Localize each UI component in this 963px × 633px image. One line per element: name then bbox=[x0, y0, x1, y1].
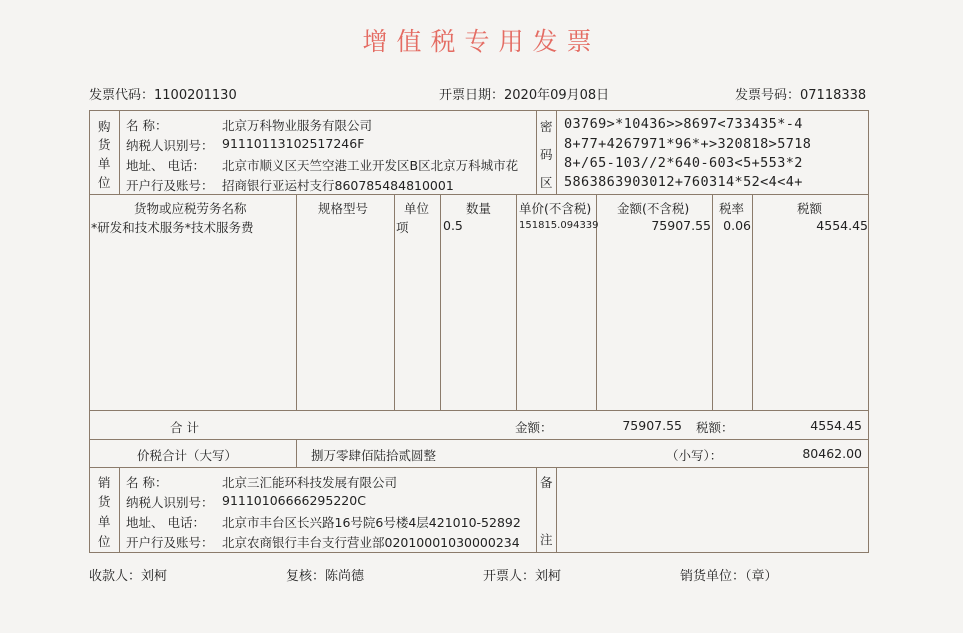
divider bbox=[394, 194, 395, 410]
buyer-side-label-2: 货 bbox=[98, 137, 111, 152]
buyer-side-label-4: 位 bbox=[98, 175, 111, 190]
item-tax: 4554.45 bbox=[816, 218, 868, 233]
grand-total-uppercase: 捌万零肆佰陆拾贰圆整 bbox=[311, 448, 437, 463]
header-qty: 数量 bbox=[466, 201, 492, 216]
header-price: 单价(不含税) bbox=[519, 201, 592, 216]
buyer-side-label-3: 单 bbox=[98, 156, 111, 171]
divider bbox=[119, 110, 120, 194]
remarks-side-label-2: 注 bbox=[540, 532, 553, 547]
header-spec: 规格型号 bbox=[318, 201, 369, 216]
totals-tax-label: 税额： bbox=[696, 420, 734, 435]
buyer-bank-label: 开户行及账号： bbox=[126, 178, 214, 193]
header-amount: 金额(不含税) bbox=[617, 201, 690, 216]
seller-name: 北京三汇能环科技发展有限公司 bbox=[222, 475, 398, 490]
divider bbox=[556, 110, 557, 194]
divider bbox=[89, 439, 869, 440]
divider bbox=[89, 467, 869, 468]
item-unit: 项 bbox=[396, 220, 409, 235]
seller-side-label-4: 位 bbox=[98, 534, 111, 549]
footer-payee bbox=[89, 565, 167, 584]
grand-total-label: 价税合计（大写） bbox=[137, 448, 238, 463]
footer-seller-unit: 销货单位：（章） bbox=[680, 569, 778, 584]
item-price: 151815.094339 bbox=[519, 220, 599, 231]
payee-label: 收款人： bbox=[89, 569, 142, 584]
buyer-bank: 招商银行亚运村支行860785484810001 bbox=[222, 178, 454, 193]
seller-side-label-2: 货 bbox=[98, 494, 111, 509]
totals-tax: 4554.45 bbox=[810, 418, 862, 433]
drawer-name: 刘柯 bbox=[535, 569, 562, 584]
item-rate: 0.06 bbox=[723, 218, 751, 233]
cipher-side-label-2: 码 bbox=[540, 147, 553, 162]
divider bbox=[296, 194, 297, 410]
divider bbox=[440, 194, 441, 410]
remarks-side-label-1: 备 bbox=[540, 475, 553, 490]
invoice-title: 增值税专用发票 bbox=[362, 27, 601, 56]
seller-tax-id-label: 纳税人识别号： bbox=[126, 495, 214, 510]
buyer-tax-id: 91110113102517246F bbox=[222, 136, 365, 151]
header-tax: 税额 bbox=[797, 201, 823, 216]
cipher-side-label-1: 密 bbox=[540, 119, 553, 134]
buyer-name-label: 名 称： bbox=[126, 118, 168, 133]
seller-bank: 北京农商银行丰台支行营业部02010001030000234 bbox=[222, 535, 520, 550]
grand-total-small-label: （小写）： bbox=[666, 448, 723, 463]
seller-address: 北京市丰台区长兴路16号院6号楼4层421010-52892 bbox=[222, 515, 521, 530]
seller-name-label: 名 称： bbox=[126, 475, 168, 490]
invoice-code bbox=[89, 84, 237, 103]
grand-total-small: 80462.00 bbox=[802, 446, 862, 461]
reviewer-name: 陈尚德 bbox=[325, 569, 365, 584]
reviewer-label: 复核： bbox=[286, 569, 326, 584]
footer-drawer bbox=[483, 565, 561, 584]
invoice-date-value: 2020年09月08日 bbox=[504, 88, 610, 103]
invoice-number-label: 发票号码： bbox=[735, 88, 801, 103]
header-rate: 税率 bbox=[719, 201, 745, 216]
invoice-code-value: 1100201130 bbox=[154, 88, 237, 103]
item-qty: 0.5 bbox=[443, 218, 463, 233]
item-amount: 75907.55 bbox=[651, 218, 711, 233]
seller-bank-label: 开户行及账号： bbox=[126, 535, 214, 550]
footer-reviewer bbox=[286, 565, 364, 584]
buyer-name: 北京万科物业服务有限公司 bbox=[222, 118, 373, 133]
divider bbox=[516, 194, 517, 410]
invoice-date-label: 开票日期： bbox=[439, 88, 505, 103]
seller-address-label: 地址、 电话： bbox=[126, 515, 205, 530]
invoice-number bbox=[735, 84, 866, 103]
invoice-date bbox=[439, 84, 609, 103]
totals-amount: 75907.55 bbox=[622, 418, 682, 433]
divider bbox=[89, 410, 869, 411]
header-unit: 单位 bbox=[404, 201, 430, 216]
cipher-line-2: 8+77+4267971*96*+>320818>5718 bbox=[564, 136, 812, 152]
drawer-label: 开票人： bbox=[483, 569, 536, 584]
seller-side-label-1: 销 bbox=[98, 475, 111, 490]
cipher-side-label-3: 区 bbox=[540, 175, 553, 190]
invoice-number-value: 07118338 bbox=[800, 88, 867, 103]
header-item-name: 货物或应税劳务名称 bbox=[134, 201, 247, 216]
divider bbox=[536, 110, 537, 194]
totals-label: 合 计 bbox=[170, 420, 199, 435]
seller-side-label-3: 单 bbox=[98, 514, 111, 529]
divider bbox=[536, 467, 537, 553]
cipher-line-3: 8+/65-103//2*640-603<5+553*2 bbox=[564, 155, 803, 171]
item-name: *研发和技术服务*技术服务费 bbox=[91, 220, 254, 235]
buyer-address: 北京市顺义区天竺空港工业开发区B区北京万科城市花 bbox=[222, 158, 519, 173]
buyer-address-label: 地址、 电话： bbox=[126, 158, 205, 173]
divider bbox=[556, 467, 557, 553]
buyer-tax-id-label: 纳税人识别号： bbox=[126, 138, 214, 153]
totals-amount-label: 金额： bbox=[515, 420, 553, 435]
divider bbox=[296, 439, 297, 467]
payee-name: 刘柯 bbox=[141, 569, 168, 584]
cipher-line-4: 5863863903012+760314*52<4<4+ bbox=[564, 174, 803, 190]
cipher-line-1: 03769>*10436>>8697<733435*-4 bbox=[564, 116, 803, 132]
buyer-side-label-1: 购 bbox=[98, 119, 111, 134]
invoice-code-label: 发票代码： bbox=[89, 88, 155, 103]
divider bbox=[119, 467, 120, 553]
seller-tax-id: 91110106666295220C bbox=[222, 493, 366, 508]
